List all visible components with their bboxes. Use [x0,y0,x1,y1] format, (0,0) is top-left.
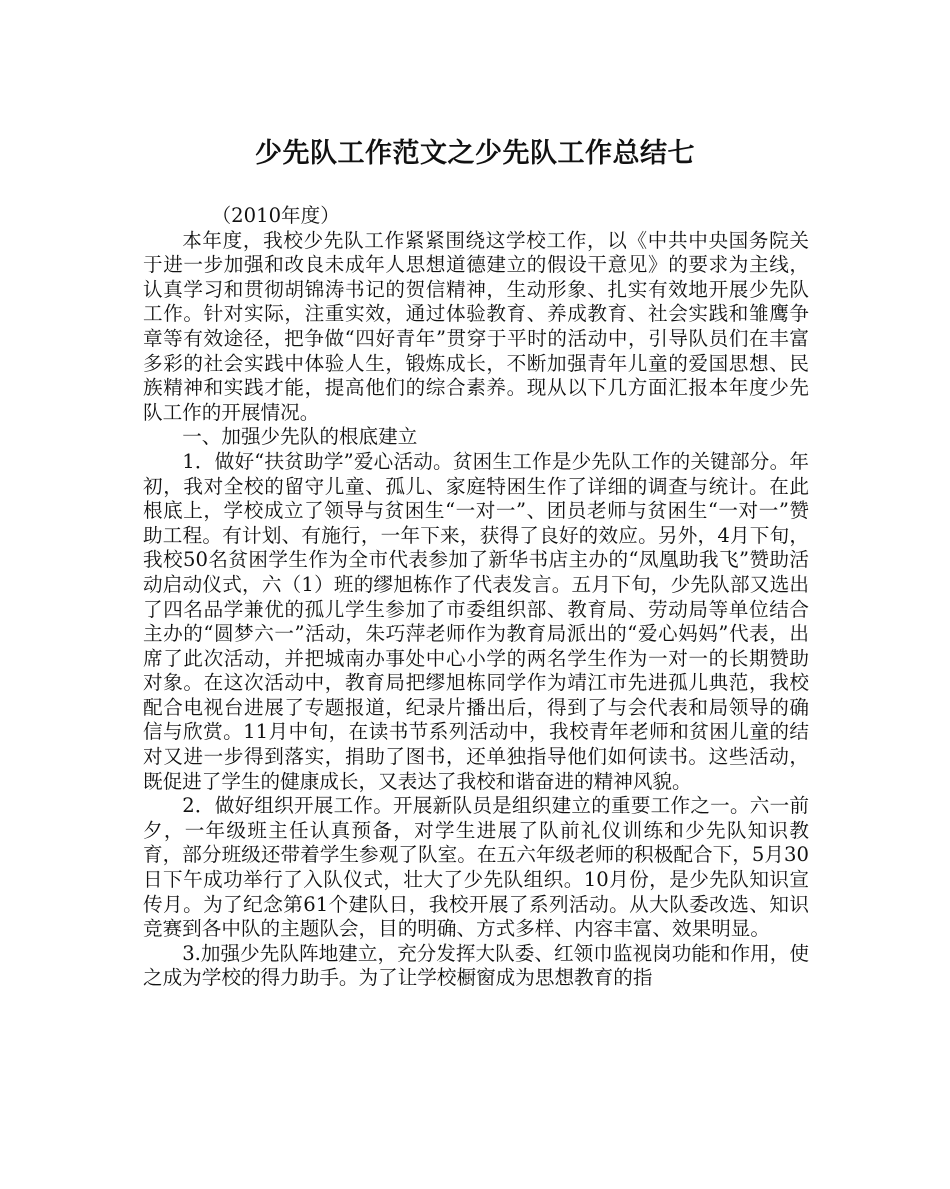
paragraph-item-1: 1．做好“扶贫助学”爱心活动。贫困生工作是少先队工作的关键部分。年初，我对全校的留守儿童、孤儿、家庭特困生作了详细的调查与统计。在此根底上，学校成立了领导与贫困生“一对一”、团员老师与贫困生“一对一”赞助工程。有计划、有施行，一年下来，获得了良好的效应。另外，4月下旬，我校50名贫困学生作为全市代表参加了新华书店主办的“凤凰助我飞”赞助活动启动仪式，六（1）班的缪旭栋作了代表发言。五月下旬，少先队部又选出了四名品学兼优的孤儿学生参加了市委组织部、教育局、劳动局等单位结合主办的“圆梦六一”活动，朱巧萍老师作为教育局派出的“爱心妈妈”代表，出席了此次活动，并把城南办事处中心小学的两名学生作为一对一的长期赞助对象。在这次活动中，教育局把缪旭栋同学作为靖江市先进孤儿典范，我校配合电视台进展了专题报道，纪录片播出后，得到了与会代表和局领导的确信与欣赏。11月中旬，在读书节系列活动中，我校青年老师和贫困儿童的结对又进一步得到落实，捐助了图书，还单独指导他们如何读书。这些活动，既促进了学生的健康成长，又表达了我校和谐奋进的精神风貌。 [143,449,809,793]
paragraph-item-2: 2．做好组织开展工作。开展新队员是组织建立的重要工作之一。六一前夕，一年级班主任认真预备，对学生进展了队前礼仪训练和少先队知识教育，部分班级还带着学生参观了队室。在五六年级老师的积极配合下，5月30 日下午成功举行了入队仪式，壮大了少先队组织。10月份，是少先队知识宣传月。为了纪念第61个建队日，我校开展了系列活动。从大队委改选、知识竞赛到各中队的主题队会，目的明确、方式多样、内容丰富、效果明显。 [143,794,809,941]
document-title: 少先队工作范文之少先队工作总结七 [255,138,695,169]
section-heading: 一、加强少先队的根底建立 [182,425,418,449]
year-line: （2010年度） [211,204,340,227]
intro-paragraph: 本年度，我校少先队工作紧紧围绕这学校工作，以《中共中央国务院关于进一步加强和改良未成年人思想道德建立的假设干意见》的要求为主线，认真学习和贯彻胡锦涛书记的贺信精神，生动形象、扎实有效地开展少先队工作。针对实际，注重实效，通过体验教育、养成教育、社会实践和雏鹰争章等有效途径，把争做“四好青年”贯穿于平时的活动中，引导队员们在丰富多彩的社会实践中体验人生，锻炼成长，不断加强青年儿童的爱国思想、民族精神和实践才能，提高他们的综合素养。现从以下几方面汇报本年度少先队工作的开展情况。 [143,228,809,424]
document-body [143,204,809,991]
paragraph-item-3: 3.加强少先队阵地建立，充分发挥大队委、红领巾监视岗功能和作用，使之成为学校的得力助手。为了让学校橱窗成为思想教育的指 [143,941,809,990]
